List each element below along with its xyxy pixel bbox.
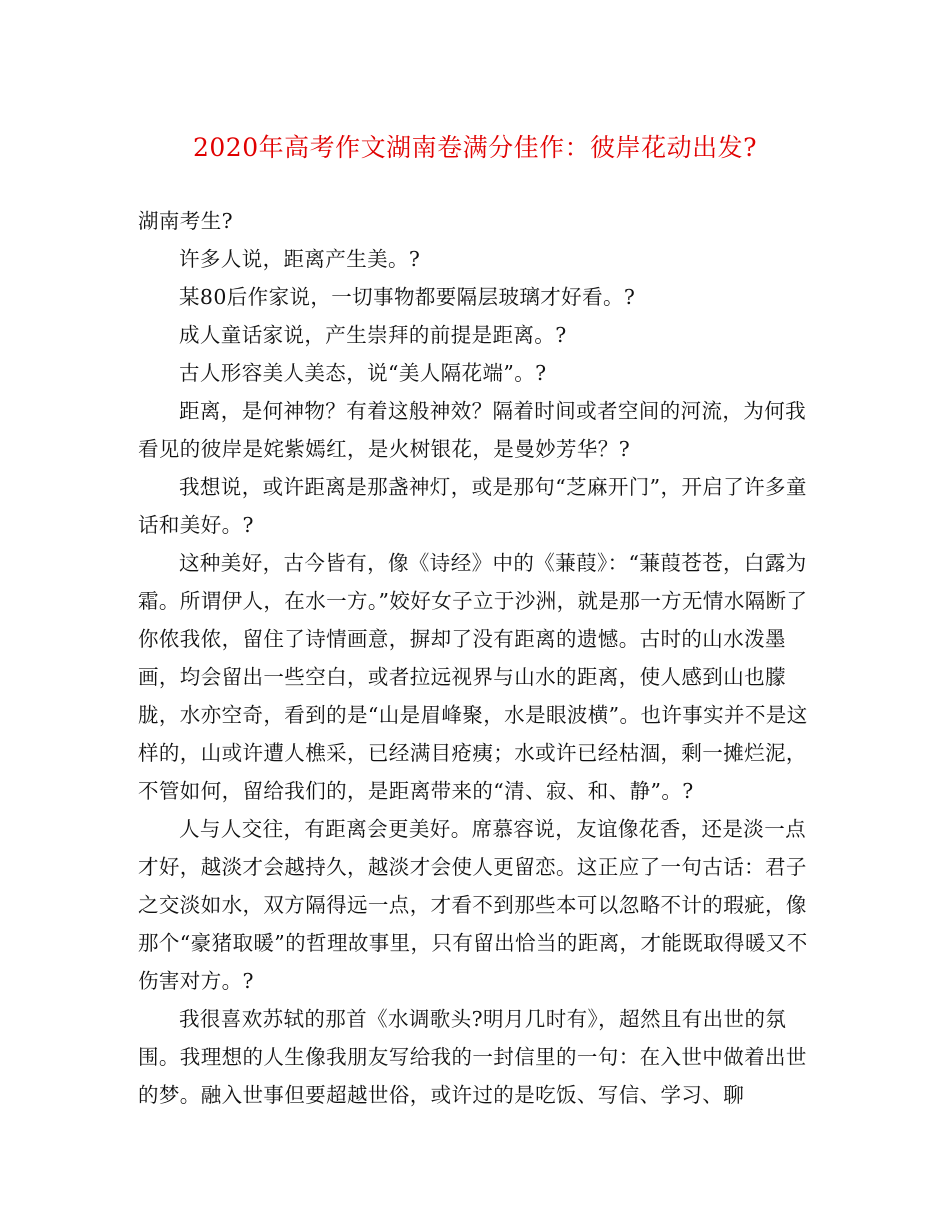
paragraph: 许多人说，距离产生美。?: [179, 247, 421, 271]
paragraph: 我很喜欢苏轼的那首《水调歌头?明月几时有》，超然且有出世的氛围。我理想的人生像我朋友写给我的一封信里的一句：在入世中做着出世的梦。融入世事但要超越世俗，或许过的是吃饭、写信、学习、聊: [138, 1007, 807, 1107]
document-body: [138, 202, 814, 1114]
paragraph: 这种美好，古今皆有，像《诗经》中的《蒹葭》：“蒹葭苍苍，白露为霜。所谓伊人，在水一方。”姣好女子立于沙洲，就是那一方无情水隔断了你侬我侬，留住了诗情画意，摒却了没有距离的遗憾。古时的山水泼墨画，均会留出一些空白，或者拉远视界与山水的距离，使人感到山也朦胧，水亦空奇，看到的是“山是眉峰聚，水是眼波横”。也许事实并不是这样的，山或许遭人樵采，已经满目疮痍；水或许已经枯涸，剩一摊烂泥，不管如何，留给我们的，是距离带来的“清、寂、和、静”。?: [138, 551, 808, 803]
paragraph: 距离，是何神物？有着这般神效？隔着时间或者空间的河流，为何我看见的彼岸是姹紫嫣红，是火树银花，是曼妙芳华？?: [138, 399, 806, 461]
paragraph: 某80后作家说，一切事物都要隔层玻璃才好看。?: [179, 285, 636, 309]
paragraph: 古人形容美人美态，说“美人隔花端”。?: [179, 361, 547, 385]
paragraph: 人与人交往，有距离会更美好。席慕容说，友谊像花香，还是淡一点才好，越淡才会越持久，越淡才会使人更留恋。这正应了一句古话：君子之交淡如水，双方隔得远一点，才看不到那些本可以忽略不计的瑕疵，像那个“豪猪取暖”的哲理故事里，只有留出恰当的距离，才能既取得暖又不伤害对方。?: [138, 817, 808, 993]
document-title: 2020年高考作文湖南卷满分佳作：彼岸花动出发?: [192, 133, 758, 162]
paragraph: 我想说，或许距离是那盏神灯，或是那句“芝麻开门”，开启了许多童话和美好。?: [138, 475, 807, 537]
paragraph: 成人童话家说，产生崇拜的前提是距离。?: [179, 323, 567, 347]
author-line: 湖南考生?: [138, 209, 233, 233]
